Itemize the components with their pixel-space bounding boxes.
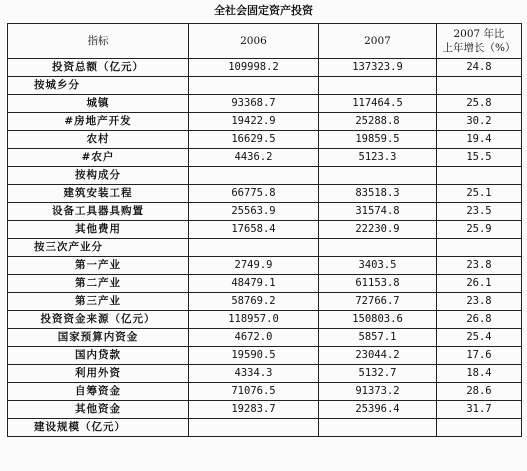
row-label: #房地产开发 xyxy=(8,113,189,131)
cell-growth xyxy=(437,77,522,95)
cell-growth: 31.7 xyxy=(437,401,522,419)
cell-growth: 18.4 xyxy=(437,365,522,383)
cell-2006: 118957.0 xyxy=(189,311,319,329)
fixed-asset-investment-table xyxy=(7,23,522,437)
row-label: 设备工具器具购置 xyxy=(8,203,189,221)
cell-2006: 71076.5 xyxy=(189,383,319,401)
row-label: 按构成分 xyxy=(8,167,189,185)
table-row xyxy=(8,311,522,329)
row-label: 第三产业 xyxy=(8,293,189,311)
row-label: 其他费用 xyxy=(8,221,189,239)
table-row xyxy=(8,131,522,149)
cell-2007 xyxy=(319,167,437,185)
cell-2007: 31574.8 xyxy=(319,203,437,221)
cell-2006: 58769.2 xyxy=(189,293,319,311)
table-row xyxy=(8,383,522,401)
cell-2006 xyxy=(189,239,319,257)
cell-2006: 2749.9 xyxy=(189,257,319,275)
cell-growth: 17.6 xyxy=(437,347,522,365)
cell-2007: 91373.2 xyxy=(319,383,437,401)
row-label: 按城乡分 xyxy=(8,77,189,95)
cell-growth: 26.1 xyxy=(437,275,522,293)
cell-2006: 109998.2 xyxy=(189,59,319,77)
cell-2007: 22230.9 xyxy=(319,221,437,239)
cell-2007: 3403.5 xyxy=(319,257,437,275)
table-title: 全社会固定资产投资 xyxy=(214,4,313,17)
cell-growth: 26.8 xyxy=(437,311,522,329)
table-row xyxy=(8,257,522,275)
row-label: 投资资金来源（亿元） xyxy=(8,311,189,329)
header-growth-line2: 上年增长（%） xyxy=(442,42,516,54)
table-row xyxy=(8,185,522,203)
table-row xyxy=(8,59,522,77)
cell-2006 xyxy=(189,419,319,437)
table-row xyxy=(8,77,522,95)
header-indicator: 指标 xyxy=(8,24,189,59)
header-2007: 2007 xyxy=(319,24,437,59)
row-label: 农村 xyxy=(8,131,189,149)
cell-2007: 83518.3 xyxy=(319,185,437,203)
header-growth xyxy=(437,24,522,59)
table-row xyxy=(8,365,522,383)
cell-2007: 137323.9 xyxy=(319,59,437,77)
cell-2006: 19590.5 xyxy=(189,347,319,365)
cell-2007: 5857.1 xyxy=(319,329,437,347)
cell-growth: 19.4 xyxy=(437,131,522,149)
cell-growth: 25.8 xyxy=(437,95,522,113)
cell-2007: 117464.5 xyxy=(319,95,437,113)
cell-growth: 25.9 xyxy=(437,221,522,239)
header-row xyxy=(8,24,522,59)
cell-2007: 25396.4 xyxy=(319,401,437,419)
table-row xyxy=(8,419,522,437)
table-body xyxy=(8,59,522,437)
row-label: 建筑安装工程 xyxy=(8,185,189,203)
table-row xyxy=(8,203,522,221)
cell-2007: 5132.7 xyxy=(319,365,437,383)
cell-growth: 24.8 xyxy=(437,59,522,77)
cell-2007: 72766.7 xyxy=(319,293,437,311)
cell-2006: 4436.2 xyxy=(189,149,319,167)
cell-2006: 4334.3 xyxy=(189,365,319,383)
cell-2006: 25563.9 xyxy=(189,203,319,221)
table-row xyxy=(8,347,522,365)
cell-2007 xyxy=(319,239,437,257)
table-row xyxy=(8,113,522,131)
cell-growth: 15.5 xyxy=(437,149,522,167)
cell-2006: 19422.9 xyxy=(189,113,319,131)
cell-2007 xyxy=(319,419,437,437)
cell-2006: 16629.5 xyxy=(189,131,319,149)
cell-2006: 48479.1 xyxy=(189,275,319,293)
cell-growth: 23.8 xyxy=(437,293,522,311)
cell-growth: 23.5 xyxy=(437,203,522,221)
row-label: 城镇 xyxy=(8,95,189,113)
cell-growth: 30.2 xyxy=(437,113,522,131)
row-label: 建设规模（亿元） xyxy=(8,419,189,437)
table-row xyxy=(8,95,522,113)
table-row xyxy=(8,167,522,185)
table-row xyxy=(8,401,522,419)
cell-growth xyxy=(437,419,522,437)
cell-2006 xyxy=(189,77,319,95)
table-row xyxy=(8,275,522,293)
table-row xyxy=(8,329,522,347)
row-label: 投资总额（亿元） xyxy=(8,59,189,77)
cell-growth: 25.4 xyxy=(437,329,522,347)
row-label: 国内贷款 xyxy=(8,347,189,365)
cell-2006: 17658.4 xyxy=(189,221,319,239)
cell-growth: 25.1 xyxy=(437,185,522,203)
cell-2006: 93368.7 xyxy=(189,95,319,113)
table-row xyxy=(8,293,522,311)
cell-2007: 150803.6 xyxy=(319,311,437,329)
cell-2007: 23044.2 xyxy=(319,347,437,365)
cell-growth xyxy=(437,239,522,257)
cell-growth: 28.6 xyxy=(437,383,522,401)
table-row xyxy=(8,221,522,239)
row-label: 按三次产业分 xyxy=(8,239,189,257)
cell-2007 xyxy=(319,77,437,95)
cell-2006: 4672.0 xyxy=(189,329,319,347)
table-row xyxy=(8,149,522,167)
row-label: 自筹资金 xyxy=(8,383,189,401)
cell-growth: 23.8 xyxy=(437,257,522,275)
row-label: 其他资金 xyxy=(8,401,189,419)
cell-2006: 66775.8 xyxy=(189,185,319,203)
cell-2006 xyxy=(189,167,319,185)
row-label: 第二产业 xyxy=(8,275,189,293)
header-growth-line1: 2007 年比 xyxy=(453,28,505,40)
row-label: 国家预算内资金 xyxy=(8,329,189,347)
cell-2007: 5123.3 xyxy=(319,149,437,167)
cell-growth xyxy=(437,167,522,185)
cell-2007: 19859.5 xyxy=(319,131,437,149)
cell-2007: 25288.8 xyxy=(319,113,437,131)
row-label: 利用外资 xyxy=(8,365,189,383)
cell-2006: 19283.7 xyxy=(189,401,319,419)
row-label: 第一产业 xyxy=(8,257,189,275)
table-row xyxy=(8,239,522,257)
header-2006: 2006 xyxy=(189,24,319,59)
row-label: #农户 xyxy=(8,149,189,167)
cell-2007: 61153.8 xyxy=(319,275,437,293)
